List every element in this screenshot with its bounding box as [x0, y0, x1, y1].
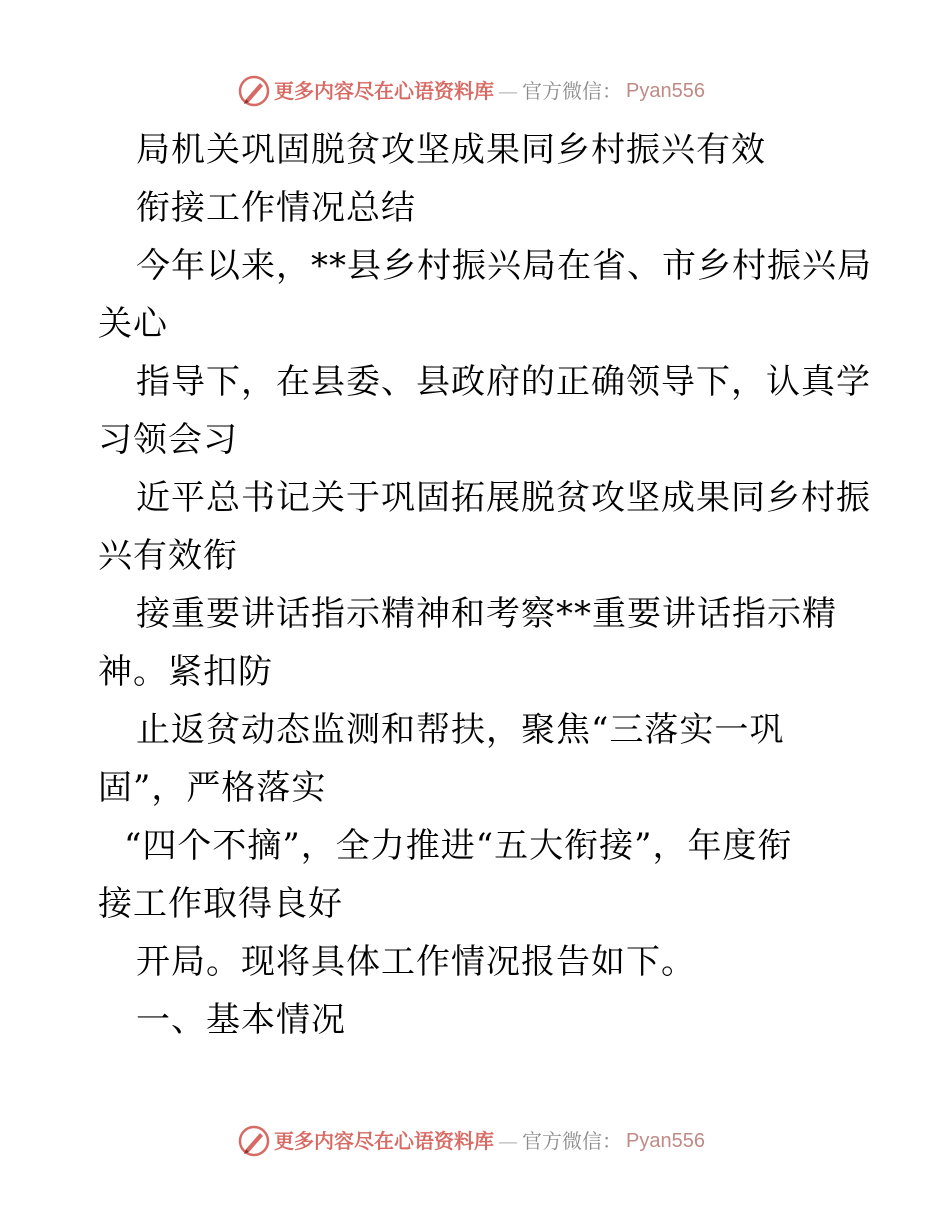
paragraph-line: 关心 [98, 304, 168, 344]
paragraph-line: “四个不摘”，全力推进“五大衔接”，年度衔 [124, 826, 793, 866]
pen-logo-icon [238, 1125, 270, 1157]
paragraph-line: 接工作取得良好 [98, 884, 343, 924]
paragraph-line: 固”，严格落实 [98, 768, 327, 808]
footer-watermark [238, 1124, 758, 1158]
paragraph-line: 指导下，在县委、县政府的正确领导下，认真学 [136, 362, 871, 402]
header-watermark [238, 74, 758, 108]
paragraph-line: 开局。现将具体工作情况报告如下。 [136, 942, 696, 982]
watermark-official-label: 官方微信： [522, 1129, 622, 1153]
paragraph-line: 习领会习 [98, 420, 238, 460]
title-line-1: 局机关巩固脱贫攻坚成果同乡村振兴有效 [136, 130, 766, 170]
watermark-dash: — [498, 79, 518, 103]
paragraph-line: 止返贫动态监测和帮扶，聚焦“三落实一巩 [136, 710, 785, 750]
watermark-brand: 更多内容尽在心语资料库 [274, 79, 494, 103]
paragraph-line: 接重要讲话指示精神和考察**重要讲话指示精 [136, 594, 837, 634]
title-line-2: 衔接工作情况总结 [136, 188, 416, 228]
watermark-brand: 更多内容尽在心语资料库 [274, 1129, 494, 1153]
paragraph-line: 近平总书记关于巩固拓展脱贫攻坚成果同乡村振 [136, 478, 871, 518]
paragraph-line: 神。紧扣防 [98, 652, 273, 692]
watermark-wechat-id: Pyan556 [626, 1130, 705, 1152]
document-body [98, 121, 872, 1049]
pen-logo-icon [238, 75, 270, 107]
watermark-wechat-id: Pyan556 [626, 80, 705, 102]
paragraph-line: 兴有效衔 [98, 536, 238, 576]
section-heading: 一、基本情况 [136, 1000, 346, 1040]
watermark-official-label: 官方微信： [522, 79, 622, 103]
paragraph-line: 今年以来，**县乡村振兴局在省、市乡村振兴局 [136, 246, 872, 286]
watermark-dash: — [498, 1129, 518, 1153]
